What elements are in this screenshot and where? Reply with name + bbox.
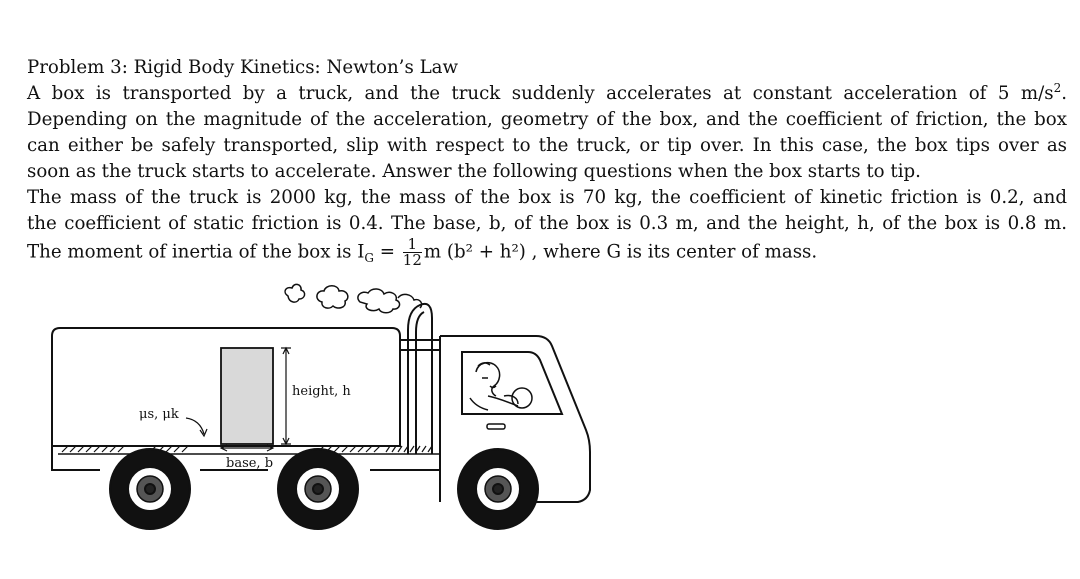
problem-line-5: The mass of the truck is 2000 kg, the mass of the box is 70 kg, the coefficient of kinetic friction is 0.2, and [27, 187, 1067, 208]
height-dimension [281, 348, 291, 444]
cargo-box [221, 348, 273, 444]
height-label: height, h [292, 384, 351, 399]
problem-line-3: can either be safely transported, slip with respect to the truck, or tip over. In this case, the box tips over as [27, 135, 1067, 156]
problem-title: Problem 3: Rigid Body Kinetics: Newton’s Law [27, 57, 459, 78]
base-label: base, b [226, 456, 274, 471]
driver-icon [470, 363, 532, 410]
fraction: $\frac{1}{12}$ [402, 235, 422, 269]
wheel-rear [110, 449, 190, 529]
smoke-icon [285, 284, 422, 312]
wheel-middle [278, 449, 358, 529]
exponent: 2 [1053, 80, 1062, 95]
problem-line-4: soon as the truck starts to accelerate. Answer the following questions when the box starts to tip. [27, 161, 921, 182]
problem-line-2: Depending on the magnitude of the acceleration, geometry of the box, and the coefficient of friction, the box [27, 109, 1067, 130]
wheel-front [458, 449, 538, 529]
problem-line-1: A box is transported by a truck, and the truck suddenly accelerates at constant acceleration of 5 $m/s^2$. [27, 80, 1067, 104]
exhaust-stack [408, 304, 432, 454]
inertia-line: The moment of inertia of the box is $I_G$ = $\frac{1}{12}$ m (b² + h²) , where G is its center of mass. [27, 235, 818, 269]
problem-line-6: the coefficient of static friction is 0.4. The base, b, of the box is 0.3 m, and the height, h, of the box is 0.8 m. [27, 213, 1067, 234]
friction-label: μs, μk [139, 407, 179, 422]
